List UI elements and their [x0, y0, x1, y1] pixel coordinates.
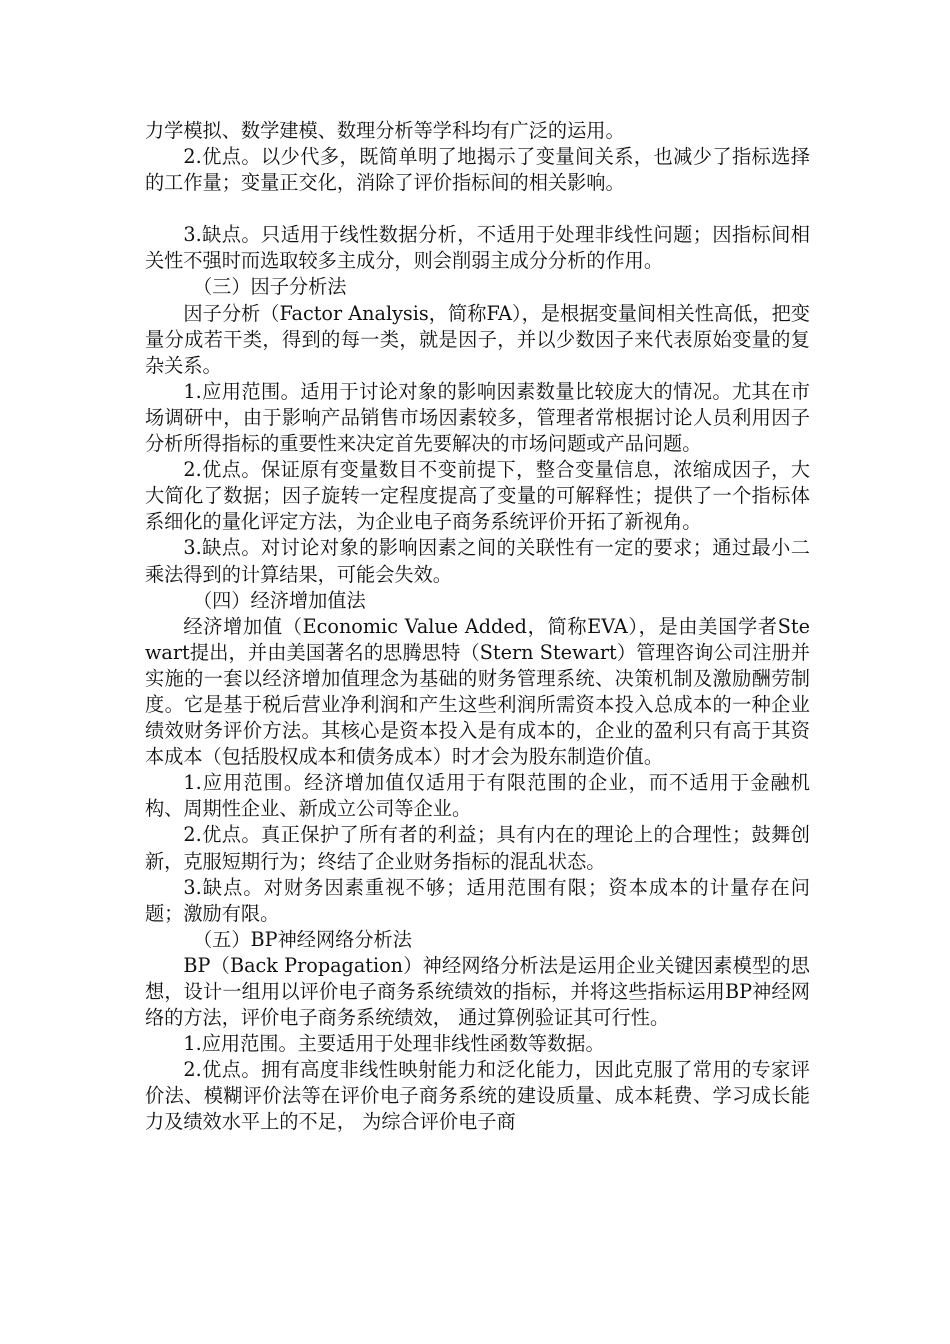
blank-line — [145, 196, 810, 222]
paragraph: 力学模拟、数学建模、数理分析等学科均有广泛的运用。 — [145, 119, 625, 142]
paragraph: 因子分析（Factor Analysis，简称FA），是根据变量间相关性高低，把变量分成若干类，得到的每一类，就是因子，并以少数因子来代表原始变量的复杂关系。 — [145, 301, 810, 377]
section-heading: （三）因子分析法 — [193, 275, 347, 299]
paragraph: 2.优点。真正保护了所有者的利益；具有内在的理论上的合理性；鼓舞创新，克服短期行为；终结了企业财务指标的混乱状态。 — [145, 823, 810, 873]
paragraph: 1.应用范围。主要适用于处理非线性函数等数据。 — [183, 1032, 605, 1056]
paragraph: 3.缺点。只适用于线性数据分析，不适用于处理非线性问题；因指标间相关性不强时而选取较多主成分，则会削弱主成分分析的作用。 — [145, 223, 810, 273]
section-heading: （四）经济增加值法 — [193, 588, 366, 612]
paragraph: 2.优点。拥有高度非线性映射能力和泛化能力，因此克服了常用的专家评价法、模糊评价法等在评价电子商务系统的建设质量、成本耗费、学习成长能力及绩效水平上的不足， 为综合评价电子商 — [145, 1058, 810, 1134]
paragraph: 1.应用范围。经济增加值仅适用于有限范围的企业，而不适用于金融机构、周期性企业、新成立公司等企业。 — [145, 771, 810, 821]
paragraph: 3.缺点。对讨论对象的影响因素之间的关联性有一定的要求；通过最小二乘法得到的计算结果，可能会失效。 — [145, 536, 810, 586]
paragraph: 2.优点。保证原有变量数目不变前提下，整合变量信息，浓缩成因子，大大简化了数据；因子旋转一定程度提高了变量的可解释性；提供了一个指标体系细化的量化评定方法，为企业电子商务系统评价开拓了新视角。 — [145, 458, 810, 534]
paragraph: 2.优点。以少代多，既简单明了地揭示了变量间关系，也减少了指标选择的工作量；变量正交化，消除了评价指标间的相关影响。 — [145, 145, 810, 195]
paragraph: BP（Back Propagation）神经网络分析法是运用企业关键因素模型的思想，设计一组用以评价电子商务系统绩效的指标，并将这些指标运用BP神经网络的方法，评价电子商务系统绩效， 通过算例验证其可行性。 — [145, 953, 810, 1030]
paragraph: 3.缺点。对财务因素重视不够；适用范围有限；资本成本的计量存在问题；激励有限。 — [145, 875, 810, 925]
paragraph: 1.应用范围。适用于讨论对象的影响因素数量比较庞大的情况。尤其在市场调研中，由于影响产品销售市场因素较多，管理者常根据讨论人员利用因子分析所得指标的重要性来决定首先要解决的市场问题或产品问题。 — [145, 379, 810, 456]
paragraph: 经济增加值（Economic Value Added，简称EVA），是由美国学者Stewart提出，并由美国著名的思腾思特（Stern Stewart）管理咨询公司注册并实施的一套以经济增加值理念为基础的财务管理系统、决策机制及激励酬劳制度。它是基于税后营业净利润和产生这些利润所需资本投入总成本的一种企业绩效财务评价方法。其核心是资本投入是有成本的，企业的盈利只有高于其资本成本（包括股权成本和债务成本）时才会为股东制造价值。 — [145, 614, 810, 769]
section-heading: （五）BP神经网络分析法 — [193, 927, 412, 951]
document-page — [145, 118, 810, 1136]
